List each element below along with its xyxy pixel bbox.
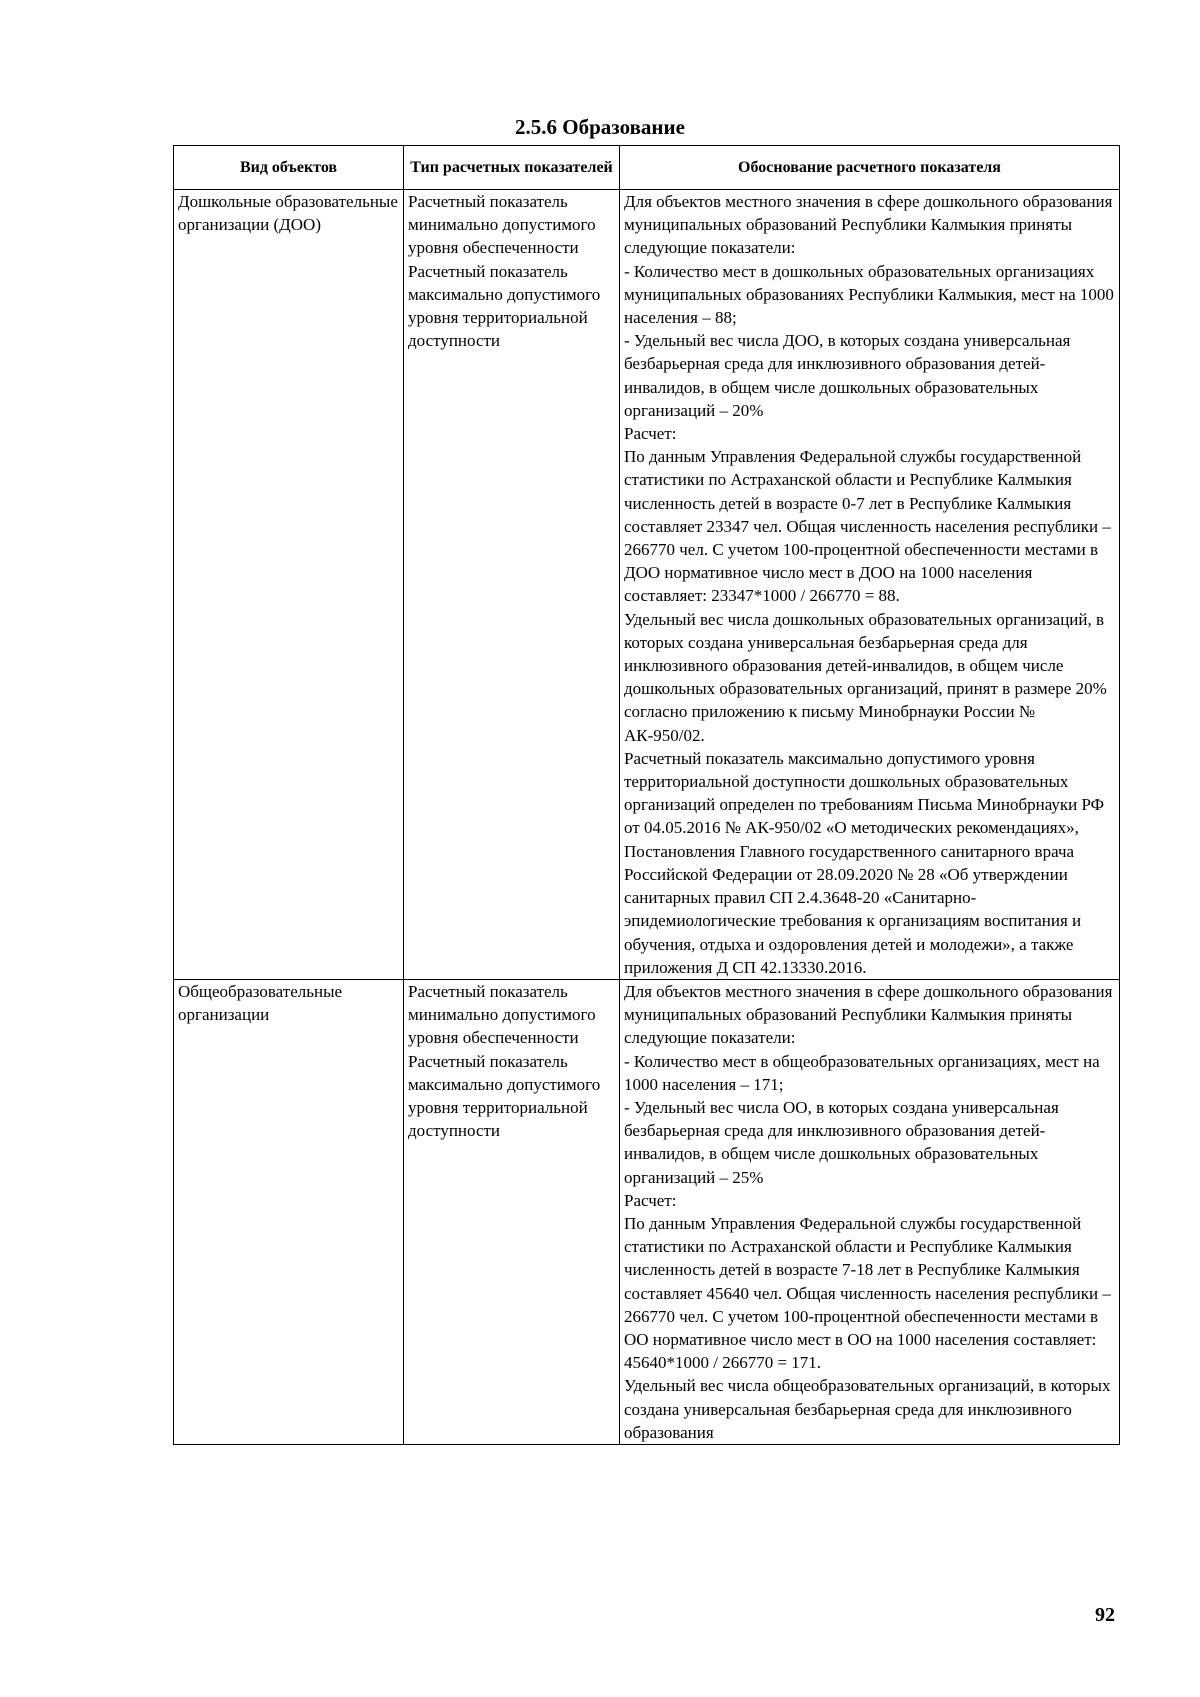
justification-paragraph: - Количество мест в дошкольных образовательных организациях муниципальных образованиях Республики Калмыкия, мест на 1000 населения – 88; <box>624 261 1114 328</box>
header-justification: Обоснование расчетного показателя <box>620 146 1120 190</box>
cell-indicator-types <box>404 190 620 980</box>
section-title: 2.5.6 Образование <box>515 115 685 139</box>
justification-paragraph: Расчет: <box>624 1190 677 1210</box>
table-header-row <box>174 146 1120 190</box>
cell-justification <box>620 190 1120 980</box>
cell-object-type: Общеобразовательные организации <box>174 979 404 1444</box>
header-indicator-type: Тип расчетных показателей <box>404 146 620 190</box>
justification-paragraph: Расчет: <box>624 424 677 444</box>
page-number: 92 <box>1095 1604 1115 1626</box>
header-object-type: Вид объектов <box>174 146 404 190</box>
justification-paragraph: Для объектов местного значения в сфере дошкольного образования муниципальных образований Республики Калмыкия приняты следующие показатели: <box>624 192 1113 258</box>
justification-paragraph: Удельный вес числа дошкольных образовательных организаций, в которых создана универсальная безбарьерная среда для инклюзивного образования детей-инвалидов, в общем числе дошкольных образовательных организаций, принят в размере 20% согласно приложению к письму Минобрнауки России № АК-950/02. <box>624 609 1107 745</box>
indicator-type-text: Расчетный показатель минимально допустимого уровня обеспеченности <box>408 981 596 1048</box>
indicator-type-text: Расчетный показатель максимально допустимого уровня территориальной доступности <box>408 1051 601 1141</box>
cell-object-type: Дошкольные образовательные организации (ДОО) <box>174 190 404 980</box>
table-row <box>174 979 1120 1444</box>
table-row <box>174 190 1120 980</box>
justification-paragraph: Для объектов местного значения в сфере дошкольного образования муниципальных образований Республики Калмыкия приняты следующие показатели: <box>624 981 1113 1048</box>
cell-indicator-types <box>404 979 620 1444</box>
indicator-type-text: Расчетный показатель минимально допустимого уровня обеспеченности <box>408 192 596 258</box>
justification-paragraph: - Удельный вес числа ОО, в которых создана универсальная безбарьерная среда для инклюзивного образования детей-инвалидов, в общем числе дошкольных образовательных организаций – 25% <box>624 1097 1059 1187</box>
standards-table <box>173 145 1120 1445</box>
justification-paragraph: Расчетный показатель максимально допустимого уровня территориальной доступности дошкольных образовательных организаций определен по требованиям Письма Минобрнауки РФ от 04.05.2016 № АК-950/02 «О методических рекомендациях», Постановления Главного государственного санитарного врача Российской Федерации от 28.09.2020 № 28 «Об утверждении санитарных правил СП 2.4.3648-20 «Санитарно-эпидемиологические требования к организациям воспитания и обучения, отдыха и оздоровления детей и молодежи», а также приложения Д СП 42.13330.2016. <box>624 748 1105 977</box>
justification-paragraph: - Удельный вес числа ДОО, в которых создана универсальная безбарьерная среда для инклюзивного образования детей-инвалидов, в общем числе дошкольных образовательных организаций – 20% <box>624 331 1071 420</box>
justification-paragraph: По данным Управления Федеральной службы государственной статистики по Астраханской области и Республике Калмыкия численность детей в возрасте 0-7 лет в Республике Калмыкия составляет 23347 чел. Общая численность населения республики – 266770 чел. С учетом 100-процентной обеспеченности местами в ДОО нормативное число мест в ДОО на 1000 населения составляет: 23347*1000 / 266770 = 88. <box>624 447 1111 606</box>
cell-justification <box>620 979 1120 1444</box>
justification-paragraph: По данным Управления Федеральной службы государственной статистики по Астраханской области и Республике Калмыкия численность детей в возрасте 7-18 лет в Республике Калмыкия составляет 45640 чел. Общая численность населения республики – 266770 чел. С учетом 100-процентной обеспеченности местами в ОО нормативное число мест в ОО на 1000 населения составляет: 45640*1000 / 266770 = 171. <box>624 1213 1111 1373</box>
justification-paragraph: - Количество мест в общеобразовательных организациях, мест на 1000 населения – 171; <box>624 1051 1100 1094</box>
justification-paragraph: Удельный вес числа общеобразовательных организаций, в которых создана универсальная безбарьерная среда для инклюзивного образования <box>624 1376 1111 1442</box>
indicator-type-text: Расчетный показатель максимально допустимого уровня территориальной доступности <box>408 261 601 351</box>
